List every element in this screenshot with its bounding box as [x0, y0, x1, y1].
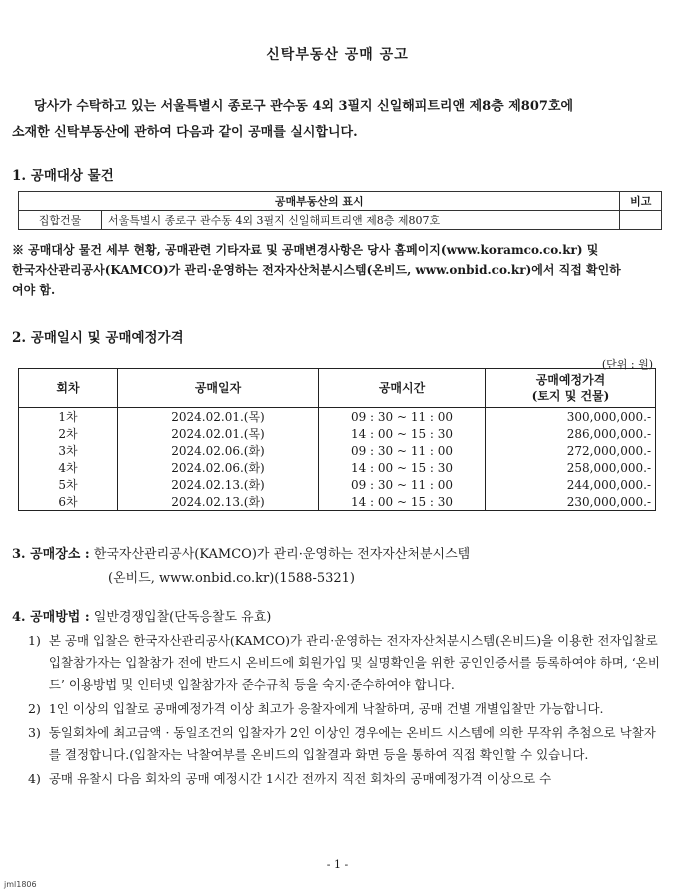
schedule-round: 6차: [19, 493, 118, 511]
notice-line-3: 여야 함.: [12, 283, 56, 297]
method-item-number: 2): [28, 701, 41, 716]
section-3: [12, 543, 470, 591]
schedule-row: [19, 408, 656, 426]
intro-line-1: 당사가 수탁하고 있는 서울특별시 종로구 관수동 4외 3필지 신일해피트리앤 제8층 제807호에: [34, 99, 574, 114]
method-item-number: 3): [28, 725, 41, 740]
schedule-price: 230,000,000.-: [486, 493, 656, 511]
property-table: [18, 191, 662, 230]
header-time-text: 공매시간: [378, 381, 426, 395]
document-stamp: jml1806: [4, 880, 37, 889]
section-3-line-2: (온비드, www.onbid.co.kr)(1588-5321): [108, 571, 355, 586]
method-item-number: 4): [28, 771, 41, 786]
method-item: [28, 722, 664, 766]
schedule-row: [19, 442, 656, 459]
schedule-price: 272,000,000.-: [486, 442, 656, 459]
header-price: [486, 369, 656, 408]
header-date: 공매일자: [118, 369, 319, 408]
section-4: [12, 606, 271, 625]
schedule-date: 2024.02.13.(화): [118, 493, 319, 511]
schedule-date: 2024.02.06.(화): [118, 442, 319, 459]
header-round: 회차: [19, 369, 118, 408]
header-time: [319, 369, 486, 408]
schedule-date: 2024.02.01.(목): [118, 408, 319, 426]
header-price-line-1: 공매예정가격: [535, 373, 606, 387]
property-table-row: [19, 211, 662, 230]
method-item: [28, 630, 664, 696]
section-4-label: 4. 공매방법 :: [12, 610, 90, 625]
schedule-time: 09 : 30 ~ 11 : 00: [319, 408, 486, 426]
section-3-label: 3. 공매장소 :: [12, 547, 90, 562]
schedule-round: 5차: [19, 476, 118, 493]
method-item: [28, 768, 664, 790]
method-items: [28, 630, 664, 792]
section-3-line-1: 한국자산관리공사(KAMCO)가 관리·운영하는 전자자산처분시스템: [93, 547, 471, 562]
schedule-table: [18, 368, 656, 511]
schedule-row: [19, 493, 656, 511]
intro-paragraph: [12, 94, 664, 146]
property-remark: [620, 211, 662, 230]
schedule-row: [19, 476, 656, 493]
method-item-text: 1인 이상의 입찰로 공매예정가격 이상 최고가 응찰자에게 낙찰하며, 공매 건별 개별입찰만 가능합니다.: [48, 701, 604, 716]
schedule-round: 3차: [19, 442, 118, 459]
header-remark: 비고: [620, 192, 662, 211]
notice-line-1: ※ 공매대상 물건 세부 현황, 공매관련 기타자료 및 공매변경사항은 당사 홈페이지(www.koramco.co.kr) 및: [12, 243, 599, 257]
schedule-row: [19, 425, 656, 442]
notice-paragraph: [12, 240, 667, 300]
schedule-price: 244,000,000.-: [486, 476, 656, 493]
schedule-price: 286,000,000.-: [486, 425, 656, 442]
intro-line-2: 소재한 신탁부동산에 관하여 다음과 같이 공매를 실시합니다.: [12, 125, 358, 140]
property-table-header: [19, 192, 662, 211]
section-4-method: 일반경쟁입찰(단독응찰도 유효): [93, 610, 272, 625]
schedule-time: 14 : 00 ~ 15 : 30: [319, 459, 486, 476]
schedule-time: 09 : 30 ~ 11 : 00: [319, 476, 486, 493]
method-item-number: 1): [28, 633, 41, 648]
schedule-round: 4차: [19, 459, 118, 476]
schedule-table-header: [19, 369, 656, 408]
schedule-date: 2024.02.13.(화): [118, 476, 319, 493]
method-item-text: 공매 유찰시 다음 회차의 공매 예정시간 1시간 전까지 직전 회차의 공매예정가격 이상으로 수: [48, 771, 552, 786]
schedule-round: 2차: [19, 425, 118, 442]
schedule-price: 258,000,000.-: [486, 459, 656, 476]
section-2-heading: 2. 공매일시 및 공매예정가격: [12, 330, 184, 346]
section-1-heading: 1. 공매대상 물건: [12, 168, 114, 184]
method-item-text: 동일회차에 최고금액 · 동일조건의 입찰자가 2인 이상인 경우에는 온비드 시스템에 의한 무작위 추첨으로 낙찰자를 결정합니다.(입찰자는 낙찰여부를 온비드의 입찰결과 화면 등을 통하여 직접 확인할 수 있습니다.: [48, 725, 656, 762]
schedule-time: 14 : 00 ~ 15 : 30: [319, 493, 486, 511]
schedule-date: 2024.02.01.(목): [118, 425, 319, 442]
schedule-price: 300,000,000.-: [486, 408, 656, 426]
unit-label: (단위 : 원): [601, 358, 653, 371]
page-number: - 1 -: [326, 858, 349, 871]
schedule-date: 2024.02.06.(화): [118, 459, 319, 476]
property-type: 집합건물: [19, 211, 102, 230]
method-item-text: 본 공매 입찰은 한국자산관리공사(KAMCO)가 관리·운영하는 전자자산처분시스템(온비드)을 이용한 전자입찰로 입찰참가자는 입찰참가 전에 반드시 온비드에 회원가입 및 실명확인을 위한 공인인증서를 등록하여야 하며, ‘온비드’ 이용방법 및 인터넷 입찰참가자 준수규칙 등을 숙지·준수하여야 합니다.: [48, 633, 660, 692]
schedule-time: 14 : 00 ~ 15 : 30: [319, 425, 486, 442]
header-property: 공매부동산의 표시: [19, 192, 620, 211]
schedule-time: 09 : 30 ~ 11 : 00: [319, 442, 486, 459]
document-title: 신탁부동산 공매 공고: [266, 47, 409, 63]
notice-line-2: 한국자산관리공사(KAMCO)가 관리·운영하는 전자자산처분시스템(온비드, www.onbid.co.kr)에서 직접 확인하: [12, 263, 621, 277]
property-address: 서울특별시 종로구 관수동 4외 3필지 신일해피트리앤 제8층 제807호: [102, 211, 620, 230]
schedule-row: [19, 459, 656, 476]
method-item: [28, 698, 664, 720]
schedule-round: 1차: [19, 408, 118, 426]
header-price-line-2: (토지 및 건물): [531, 389, 610, 403]
